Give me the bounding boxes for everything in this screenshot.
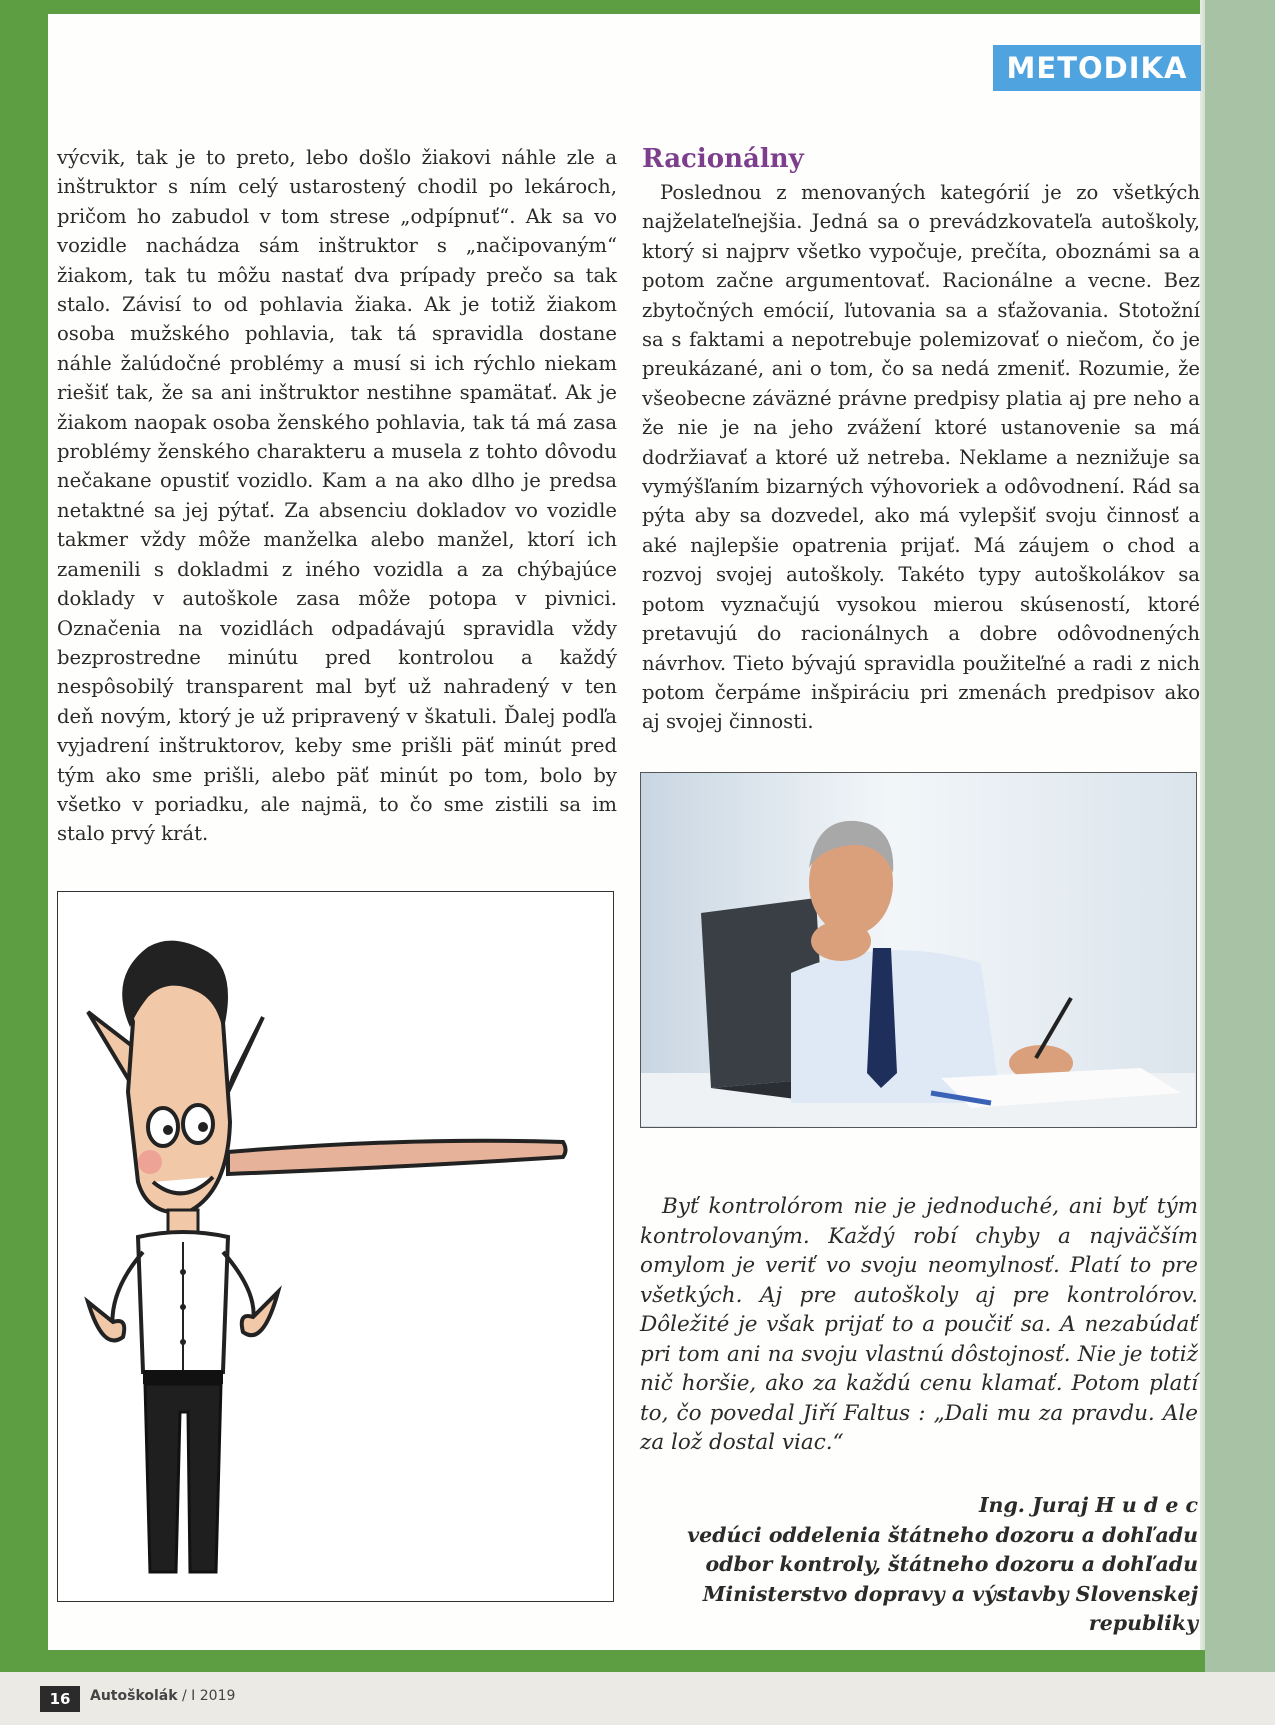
magazine-title: Autoškolák — [90, 1688, 178, 1704]
right-column-text — [642, 178, 1200, 737]
author-signature — [640, 1491, 1198, 1639]
author-ministry: Ministerstvo dopravy a výstavby Slovenskej republiky — [702, 1581, 1198, 1635]
author-name: Ing. Juraj H u d e c — [978, 1493, 1198, 1517]
author-position: vedúci oddelenia štátneho dozoru a dohľadu — [687, 1522, 1198, 1547]
page-number: 16 — [40, 1686, 80, 1712]
page-frame-left — [0, 0, 48, 1655]
section-heading: Racionálny — [642, 144, 804, 174]
page-frame-bottom — [0, 1650, 1215, 1672]
closing-quote — [640, 1192, 1198, 1458]
left-column-text — [57, 143, 617, 849]
section-tag: METODIKA — [993, 45, 1201, 91]
businessman-photo-icon — [641, 773, 1195, 1126]
businessman-photo — [640, 772, 1197, 1128]
magazine-name — [90, 1688, 235, 1704]
quote-text: Byť kontrolórom nie je jednoduché, ani byť tým kontrolovaným. Každý robí chyby a najväčším omylom je veriť vo svoju neomylnosť. Platí to pre všetkých. Aj pre autoškoly aj pre kontrolórov. Dôležité je však prijať to a poučiť sa. A nezabúdať pri tom ani na svoju vlastnú dôstojnosť. Nie je totiž nič horšie, ako za každú cenu klamať. Potom platí to, čo povedal Jiří Faltus : „Dali mu za pravdu. Ale za lož dostal viac.“ — [640, 1194, 1198, 1455]
cartoon-pinocchio-icon — [58, 892, 612, 1600]
page-frame-top — [0, 0, 1220, 14]
page-edge-background — [1205, 0, 1275, 1725]
magazine-issue: / I 2019 — [182, 1688, 236, 1704]
left-paragraph: výcvik, tak je to preto, lebo došlo žiakovi náhle zle a inštruktor s ním celý ustarostený chodil po lekároch, pričom ho zabudol v tom strese „odpípnuť“. Ak sa vo vozidle nachádza sám inštruktor s „načipovaným“ žiakom, tak tu môžu nastať dva prípady prečo sa tak stalo. Závisí to od pohlavia žiaka. Ak je totiž žiakom osoba mužského pohlavia, tak tá spravidla dostane náhle žalúdočné problémy a musí si ich rýchlo niekam riešiť tak, že sa ani inštruktor nestihne spamätať. Ak je žiakom naopak osoba ženského pohlavia, tak tá má zasa problémy ženského charakteru a musela z tohto dôvodu nečakane opustiť vozidlo. Kam a na ako dlho je predsa netaktné sa jej pýtať. Za absenciu dokladov vo vozidle takmer vždy môže manželka alebo manžel, ktorí ich zamenili s dokladmi z iného vozidla a za chýbajúce doklady v autoškole zasa môže potopa v pivnici. Označenia na vozidlách odpadávajú spravidla vždy bezprostredne minútu pred kontrolou a každý nespôsobilý transparent mal byť už nahradený v ten deň novým, ktorý je už pripravený v škatuli. Ďalej podľa vyjadrení inštruktorov, keby sme prišli päť minút pred tým ako sme prišli, alebo päť minút po tom, bolo by všetko v poriadku, ale najmä, to čo sme zistili sa im stalo prvý krát. — [57, 146, 617, 846]
cartoon-illustration — [57, 891, 614, 1602]
author-department: odbor kontroly, štátneho dozoru a dohľadu — [705, 1552, 1198, 1576]
right-paragraph: Poslednou z menovaných kategórií je zo všetkých najželateľnejšia. Jedná sa o prevádzkovateľa autoškoly, ktorý si najprv všetko vypočuje, prečíta, oboznámi sa a potom začne argumentovať. Racionálne a vecne. Bez zbytočných emócií, ľutovania sa a sťažovania. Stotožní sa s faktami a nepotrebuje polemizovať o niečom, čo je preukázané, ani o tom, čo sa nedá zmeniť. Rozumie, že všeobecne záväzné právne predpisy platia aj pre neho a že nie je na jeho zvážení ktoré ustanovenie sa má dodržiavať a ktoré už netreba. Neklame a neznižuje sa vymýšľaním bizarných výhovoriek a odôvodnení. Rád sa pýta aby sa dozvedel, ako má vylepšiť svoju činnosť a aké najlepšie opatrenia prijať. Má záujem o chod a rozvoj svojej autoškoly. Takéto typy autoškolákov sa potom vyznačujú vysokou mierou skúseností, ktoré pretavujú do racionálnych a dobre odôvodnených návrhov. Tieto bývajú spravidla použiteľné a radi z nich potom čerpáme inšpiráciu pri zmenách predpisov ako aj svojej činnosti. — [642, 181, 1200, 734]
